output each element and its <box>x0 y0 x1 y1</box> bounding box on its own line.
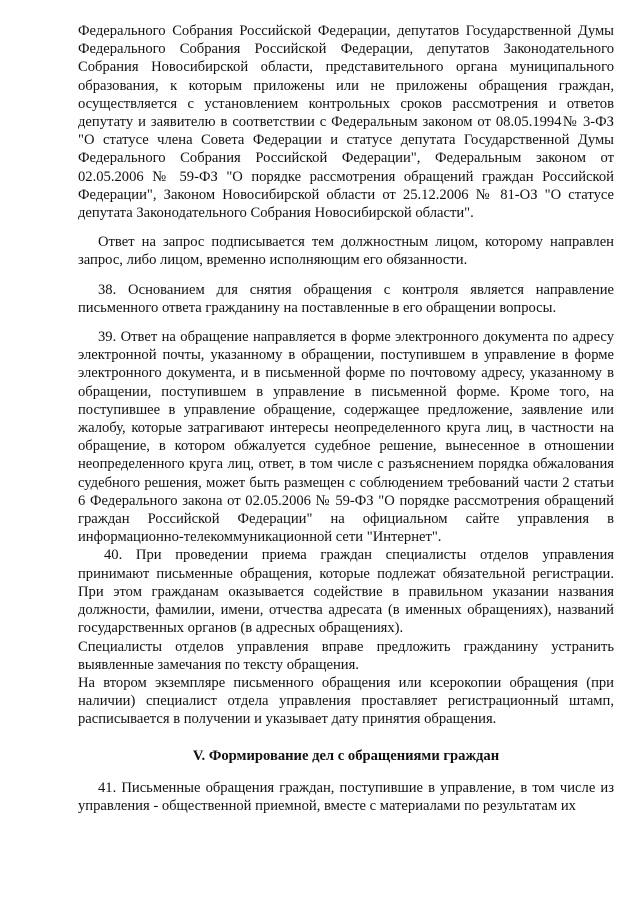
section-heading: V. Формирование дел с обращениями граждан <box>192 747 500 764</box>
paragraph-second-copy: На втором экземпляре письменного обращения или ксерокопии обращения (при наличии) специалист отдела управления проставляет регистрационный штамп, расписывается в получении и указывает дату принятия обращения. <box>78 674 614 728</box>
paragraph-41: 41. Письменные обращения граждан, поступившие в управление, в том числе из управления - общественной приемной, вместе с материалами по результатам их <box>78 779 614 814</box>
paragraph-39: 39. Ответ на обращение направляется в форме электронного документа по адресу электронной почты, указанному в обращении, поступившем в управление в форме электронного документа, и в письменной форме по почтовому адресу, указанному в обращении, поступившем в управление в письменной форме. Кроме того, на поступившее в управление обращение, содержащее предложение, заявление или жалобу, которые затрагивают интересы неопределенного круга лиц, в частности на обращение, в котором обжалуется судебное решение, вынесенное в отношении неопределенного круга лиц, ответ, в том числе с разъяснением порядка обжалования судебного решения, может быть размещен с соблюдением требований части 2 статьи 6 Федерального закона от 02.05.2006 № 59-ФЗ "О порядке рассмотрения обращений граждан Российской Федерации" на официальном сайте управления в информационно-телекоммуникационной сети "Интернет". <box>78 329 614 546</box>
paragraph-38: 38. Основанием для снятия обращения с контроля является направление письменного ответа гражданину на поставленные в его обращении вопросы. <box>78 281 614 316</box>
paragraph-reply-signature: Ответ на запрос подписывается тем должностным лицом, которому направлен запрос, либо лицом, временно исполняющим его обязанности. <box>78 234 614 269</box>
paragraph-specialists: Специалисты отделов управления вправе предложить гражданину устранить выявленные замечания по тексту обращения. <box>78 638 614 673</box>
paragraph-40: 40. При проведении приема граждан специалисты отделов управления принимают письменные обращения, которые подлежат обязательной регистрации. При этом гражданам оказывается содействие в правильном указании названия должности, фамилии, имени, отчества адресата (в именных обращениях), названий государственных органов (в адресных обращениях). <box>78 547 614 637</box>
paragraph-continuation: Федерального Собрания Российской Федерации, депутатов Государственной Думы Федерального Собрания Российской Федерации, депутатов Законодательного Собрания Новосибирской области, представительного органа муниципального образования, к которым приложены или не приложены обращения граждан, осуществляется с установлением контрольных сроков рассмотрения и ответов депутату и заявителю в соответствии с Федеральным законом от 08.05.1994№ 3-ФЗ "О статусе члена Совета Федерации и статусе депутата Государственной Думы Федерального Собрания Российской Федерации", Федеральным законом от 02.05.2006 № 59-ФЗ "О порядке рассмотрения обращений граждан Российской Федерации", Законом Новосибирской области от 25.12.2006 № 81-ОЗ "О статусе депутата Законодательного Собрания Новосибирской области". <box>78 23 614 222</box>
